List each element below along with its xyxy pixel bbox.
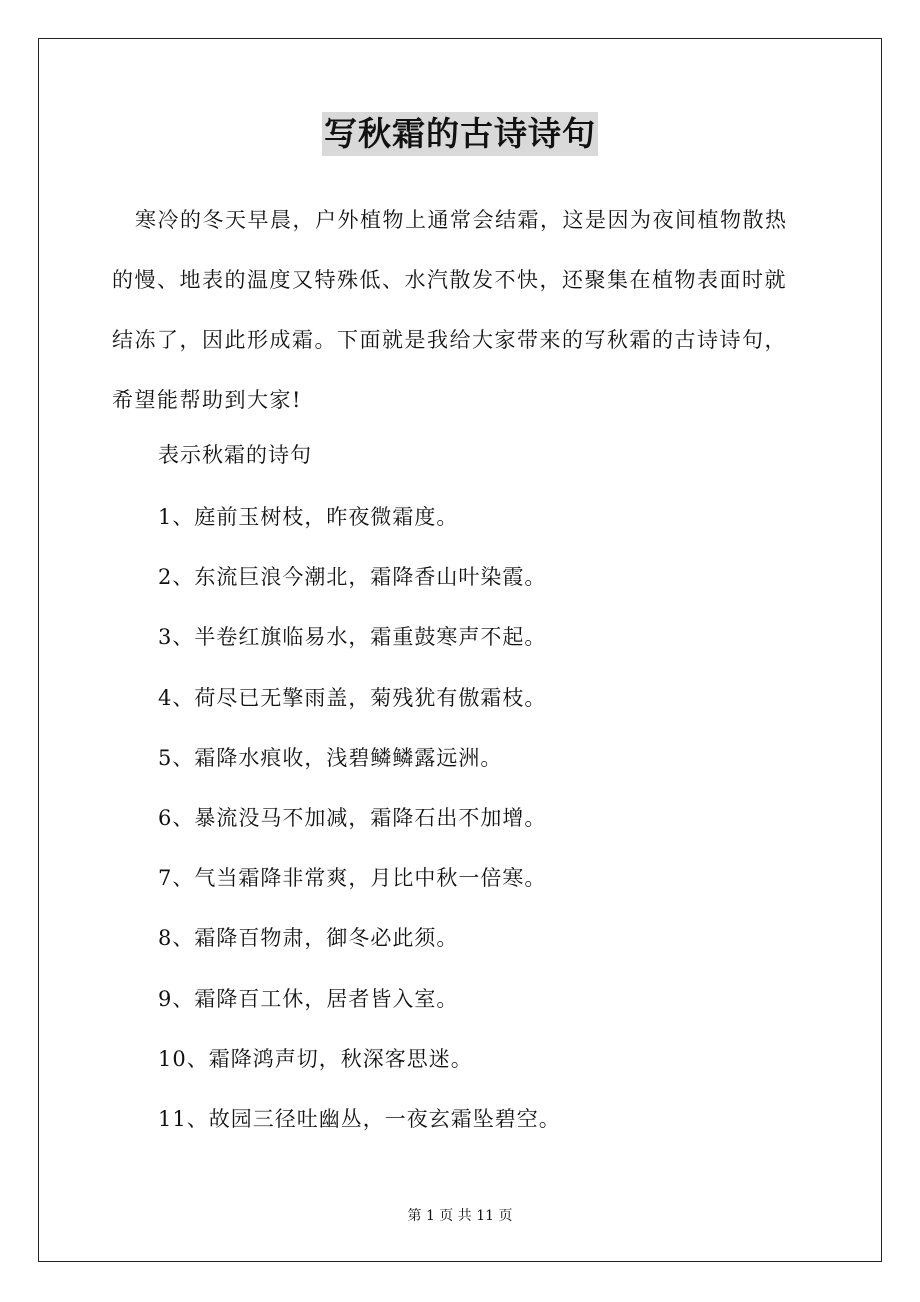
verse-item: 9、霜降百工休，居者皆入室。 bbox=[158, 986, 459, 1011]
page-footer: 第 1 页 共 11 页 bbox=[407, 1208, 513, 1224]
title-container bbox=[0, 112, 920, 156]
intro-line: 的慢、地表的温度又特殊低、水汽散发不快，还聚集在植物表面时就 bbox=[112, 268, 787, 292]
verse-item: 2、东流巨浪今潮北，霜降香山叶染霞。 bbox=[158, 565, 547, 590]
verse-item: 1、庭前玉树枝，昨夜微霜度。 bbox=[158, 505, 459, 529]
intro-line: 寒冷的冬天早晨，户外植物上通常会结霜，这是因为夜间植物散热 bbox=[135, 208, 788, 232]
intro-line: 希望能帮助到大家! bbox=[112, 388, 302, 412]
verse-item: 3、半卷红旗临易水，霜重鼓寒声不起。 bbox=[158, 625, 547, 650]
document-title: 写秋霜的古诗诗句 bbox=[322, 112, 598, 156]
verse-item: 8、霜降百物肃，御冬必此须。 bbox=[158, 926, 459, 951]
verse-item: 5、霜降水痕收，浅碧鳞鳞露远洲。 bbox=[158, 745, 503, 770]
verse-list bbox=[158, 502, 561, 1164]
intro-paragraph bbox=[112, 190, 812, 430]
verse-item: 11、故园三径吐幽丛，一夜玄霜坠碧空。 bbox=[158, 1106, 561, 1131]
verse-item: 7、气当霜降非常爽，月比中秋一倍寒。 bbox=[158, 866, 547, 891]
verse-item: 10、霜降鸿声切，秋深客思迷。 bbox=[158, 1046, 473, 1071]
intro-line: 结冻了，因此形成霜。下面就是我给大家带来的写秋霜的古诗诗句， bbox=[112, 328, 787, 352]
verse-item: 4、荷尽已无擎雨盖，菊残犹有傲霜枝。 bbox=[158, 685, 547, 710]
verse-item: 6、暴流没马不加减，霜降石出不加增。 bbox=[158, 805, 547, 830]
section-heading: 表示秋霜的诗句 bbox=[158, 443, 312, 467]
